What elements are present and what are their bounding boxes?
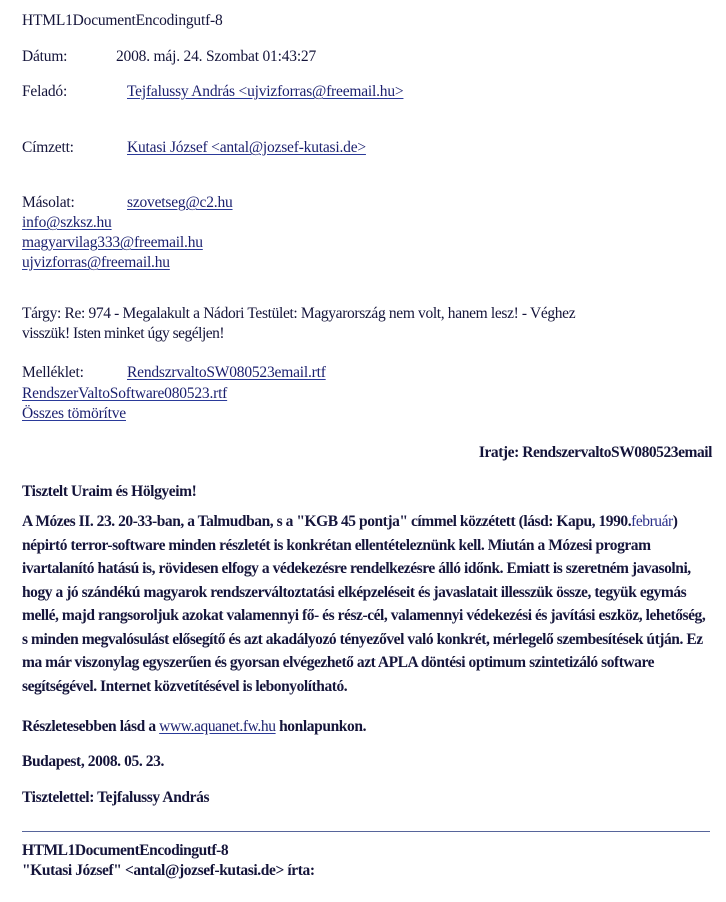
date-label: Dátum:: [22, 48, 68, 65]
cc-label: Másolat:: [22, 194, 75, 211]
attachment-link[interactable]: RendszerValtoSoftware080523.rtf: [22, 385, 228, 402]
details-text: honlapunkon.: [275, 718, 367, 735]
body-paragraph: [22, 510, 712, 698]
download-all-compressed-link[interactable]: Összes tömörítve: [22, 405, 126, 422]
body-paragraph-month: február: [631, 513, 673, 530]
from-address-link[interactable]: Tejfalussy András <ujvizforras@freemail.hu>: [127, 83, 404, 100]
quoted-encoding-header: HTML1DocumentEncodingutf-8: [22, 842, 229, 859]
subject-line-1: Tárgy: Re: 974 - Megalakult a Nádori Testület: Magyarország nem volt, hanem lesz! - Véghez: [22, 305, 576, 322]
attachment-label: Melléklet:: [22, 364, 84, 381]
cc-address-link[interactable]: info@szksz.hu: [22, 214, 112, 231]
website-link[interactable]: www.aquanet.fw.hu: [159, 718, 276, 735]
greeting: Tisztelt Uraim és Hölgyeim!: [22, 483, 197, 500]
signature: Tisztelettel: Tejfalussy András: [22, 789, 210, 806]
body-paragraph-text: A Mózes II. 23. 20-33-ban, a Talmudban, s a "KGB 45 pontja" címmel közzétett (lásd: Kapu, 1990.: [22, 513, 632, 530]
encoding-header-line: HTML1DocumentEncodingutf-8: [22, 12, 223, 29]
from-label: Feladó:: [22, 83, 68, 100]
cc-address-link[interactable]: szovetseg@c2.hu: [127, 194, 233, 211]
document-title: Iratje: RendszervaltoSW080523email: [478, 444, 712, 461]
cc-address-link[interactable]: magyarvilag333@freemail.hu: [22, 234, 203, 251]
body-paragraph-text: ) népirtó terror-software minden részletét is konkrétan ellentételeznünk kell. Miután a Mózesi program ivartalanító hatású is, rövidesen elfogy a védekezésre rendelkezésre álló időnk. Emiatt is szeretném javasolni, hogy a jó szándékú magyarok rendszerváltoztatási elképzeléseit és javaslatait illesszük össze, tegyük egymás mellé, majd rangsoroljuk azokat valamennyi fő- és rész-cél, valamennyi védekezési és javítási eszköz, lehetőség, s minden megvalósulást elősegítő és azt akadályozó tényezővel való konkrét, mérlegelő szembesítések útján. Ez ma már viszonylag egyszerűen és gyorsan elvégezhető azt APLA döntési optimum szintetizáló software segítségével. Internet közvetítésével is lebonyolítható.: [22, 513, 706, 695]
quoted-wrote-line: "Kutasi József" <antal@jozsef-kutasi.de> írta:: [22, 862, 315, 879]
cc-address-link[interactable]: ujvizforras@freemail.hu: [22, 254, 170, 271]
subject-line-2: visszük! Isten minket úgy segéljen!: [22, 325, 225, 342]
details-line: [22, 718, 366, 736]
place-date: Budapest, 2008. 05. 23.: [22, 753, 164, 770]
to-address-link[interactable]: Kutasi József <antal@jozsef-kutasi.de>: [127, 139, 366, 156]
attachment-link[interactable]: RendszrvaltoSW080523email.rtf: [127, 364, 326, 381]
quote-separator: [22, 831, 710, 832]
details-text: Részletesebben lásd a: [22, 718, 160, 735]
to-label: Címzett:: [22, 139, 74, 156]
date-value: 2008. máj. 24. Szombat 01:43:27: [116, 48, 317, 65]
